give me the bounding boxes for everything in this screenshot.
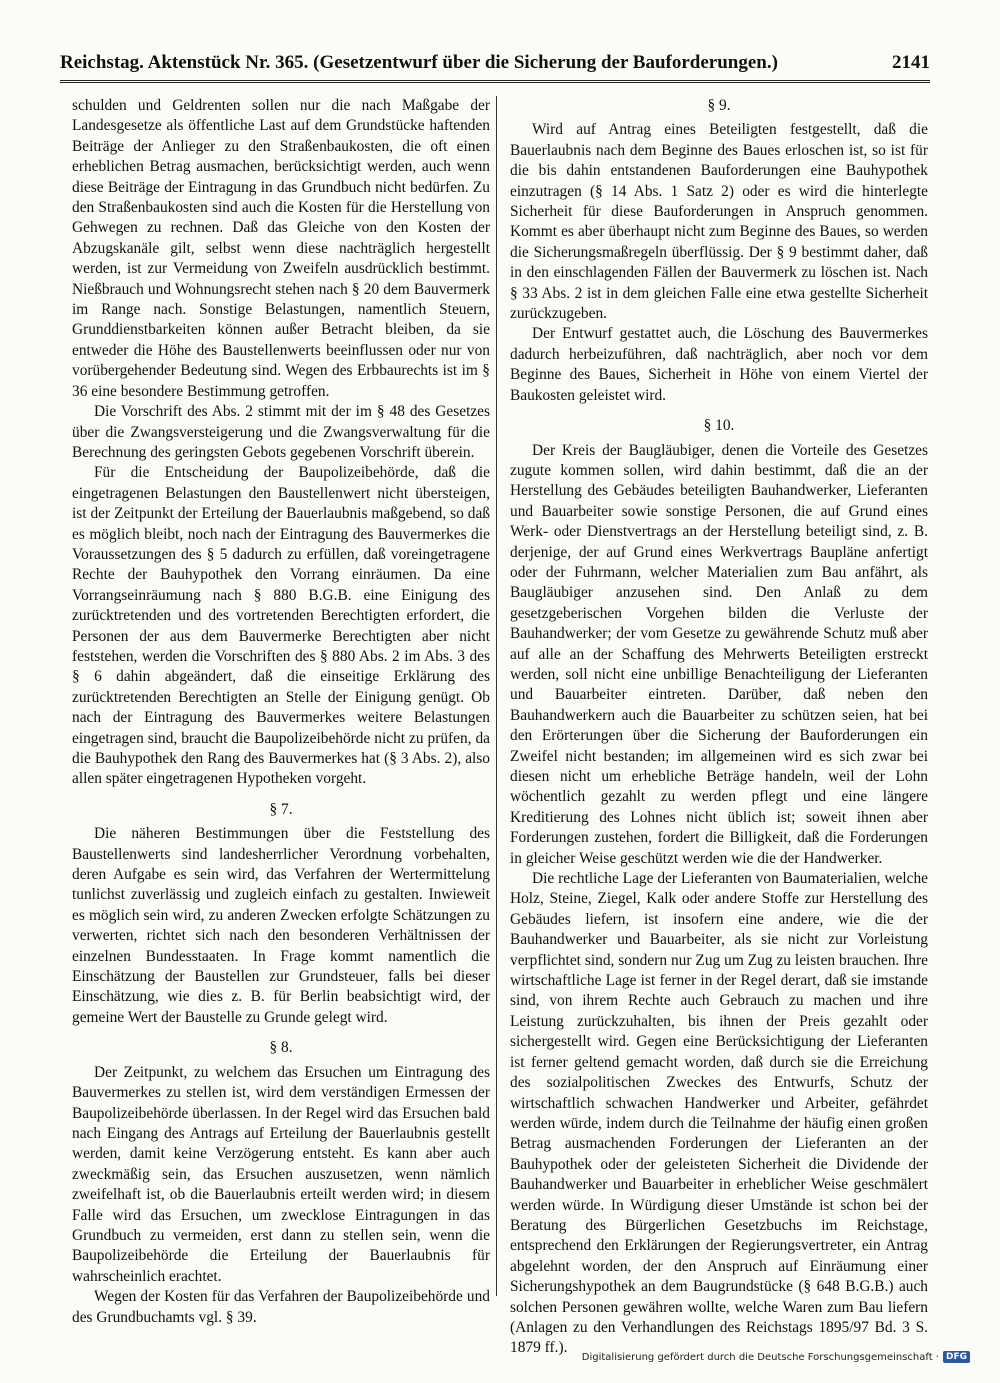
running-header: [60, 52, 930, 83]
paragraph: Wird auf Antrag eines Beteiligten festgestellt, daß die Bauerlaubnis nach dem Beginne des Baues erloschen ist, so ist für die bis dahin entstandenen Bauforderungen eine Bauhypothek einzutragen (§ 14 Abs. 1 Satz 2) oder es wird die hinterlegte Sicherheit für diese Bauforderungen in Anspruch genommen. Kommt es aber überhaupt nicht zum Beginne des Baues, so werden die Sicherungsmaßregeln überflüssig. Der § 9 bestimmt daher, daß in den einschlagenden Fällen der Bauvermerk zu löschen ist. Nach § 33 Abs. 2 ist in dem gleichen Falle eine etwa gestellte Sicherheit zurückzugeben.: [510, 121, 928, 323]
section-heading: § 8.: [269, 1039, 293, 1057]
paragraph: Der Kreis der Baugläubiger, denen die Vorteile des Gesetzes zugute kommen sollen, wird dahin bestimmt, daß die an der Herstellung des Gebäudes beteiligten Bauhandwerker, Lieferanten und Bauarbeiter sowie sonstige Personen, die auf Grund eines Werk- oder Dienstvertrags an der Herstellung beteiligt sind, z. B. derjenige, der auf Grund eines Werkvertrags Baupläne anfertigt oder der Fuhrmann, welcher Materialien zum Bau anfährt, als Baugläubiger anzusehen sind. Den Anlaß zu dem gesetzgeberischen Vorgehen bilden die Verluste der Bauhandwerker; der vom Gesetze zu gewährende Schutz muß aber auf alle an der Schaffung des Mehrwerts Beteiligten erstreckt werden, soll nicht eine unbillige Benachteiligung der Lieferanten und Bauarbeiter eintreten. Darüber, daß neben den Bauhandwerkern auch die Bauarbeiter zu schützen seien, hat bei den Erörterungen über die Sicherung der Bauforderungen ein Zweifel nicht bestanden; im allgemeinen wird es sich zwar bei diesen nicht um erhebliche Beträge handeln, weil der Lohn wöchentlich gezahlt zu werden pflegt und eine längere Kreditierung des Lohnes nicht üblich ist; soweit ihnen aber Forderungen zustehen, fordert die Billigkeit, daß die Forderungen in gleicher Weise geschützt werden wie die der Handwerker.: [510, 441, 928, 867]
paragraph: Die näheren Bestimmungen über die Feststellung des Baustellenwerts sind landesherrlicher Verordnung vorbehalten, deren Aufgabe es sein wird, das Verfahren der Wertermittelung tunlichst zuverlässig und zugleich einfach zu gestalten. Inwieweit es möglich sein wird, zu anderen Zwecken erfolgte Schätzungen zu verwerten, richtet sich nach den besonderen Verhältnissen der einzelnen Bundesstaaten. In Frage kommt namentlich die Einschätzung der Baustellen zur Grundsteuer, falls bei dieser Einschätzung, wie dies z. B. für Berlin beabsichtigt wird, der gemeine Wert der Baustelle zu Grunde gelegt wird.: [72, 825, 490, 1026]
digitization-footer: [582, 1351, 970, 1363]
paragraph: Für die Entscheidung der Baupolizeibehörde, daß die eingetragenen Belastungen den Baustellenwert nicht übersteigen, ist der Zeitpunkt der Erteilung der Bauerlaubnis maßgebend, so daß es möglich bleibt, noch nach der Eintragung des Bauvermerkes die Voraussetzungen des § 5 dadurch zu erfüllen, daß voreingetragene Rechte der Bauhypothek den Vorrang einräumen. Da eine Vorrangseinräumung nach § 880 B.G.B. eine Einigung des zurücktretenden und des vortretenden Berechtigten erfordert, die Personen der aus dem Bauvermerke Berechtigten aber nicht feststehen, werden die Vorschriften des § 880 Abs. 2 im Abs. 3 des § 6 dahin abgeändert, daß die einseitige Erklärung des zurücktretenden Berechtigten an Stelle der Einigung genügt. Ob nach der Eintragung des Bauvermerkes weitere Belastungen eingetragen sind, braucht die Baupolizeibehörde nicht zu prüfen, da die Bauhypothek den Rang des Bauvermerkes hat (§ 3 Abs. 2), also allen später eingetragenen Hypotheken vorgeht.: [72, 464, 490, 788]
left-column: [72, 96, 490, 1328]
paragraph: Der Entwurf gestattet auch, die Löschung des Bauvermerkes dadurch herbeizuführen, daß nachträglich, aber noch vor dem Beginne des Baues, Sicherheit in Höhe von einem Viertel der Baukosten geleistet wird.: [510, 325, 928, 404]
section-heading: § 9.: [707, 97, 731, 114]
paragraph: Wegen der Kosten für das Verfahren der Baupolizeibehörde und des Grundbuchamts vgl. § 39.: [72, 1288, 490, 1326]
paragraph: Der Zeitpunkt, zu welchem das Ersuchen um Eintragung des Bauvermerkes zu stellen ist, wird dem verständigen Ermessen der Baupolizeibehörde überlassen. In der Regel wird das Ersuchen bald nach Eingang des Antrags auf Erteilung der Bauerlaubnis gestellt werden, damit keine Verzögerung entsteht. Es kann aber auch zweckmäßig sein, das Ersuchen auszusetzen, wenn nämlich zweifelhaft ist, ob die Bauerlaubnis erteilt werden wird; in diesem Falle wird das Ersuchen, um zwecklose Eintragungen in das Grundbuch zu vermeiden, erst dann zu stellen sein, wenn die Baupolizeibehörde die Erteilung der Bauerlaubnis für wahrscheinlich erachtet.: [72, 1063, 490, 1285]
paragraph: Die Vorschrift des Abs. 2 stimmt mit der im § 48 des Gesetzes über die Zwangsversteigerung und die Zwangsverwaltung für die Berechnung des geringsten Gebots gegebenen Vorschrift überein.: [72, 403, 490, 461]
running-title: Reichstag. Aktenstück Nr. 365. (Gesetzentwurf über die Sicherung der Bauforderungen.): [60, 52, 778, 73]
column-divider: [496, 96, 497, 1296]
section-heading: § 10.: [703, 417, 735, 435]
page-number: 2141: [892, 52, 930, 73]
footer-text: Digitalisierung gefördert durch die Deutsche Forschungsgemeinschaft ·: [581, 1351, 939, 1363]
dfg-logo: DFG: [943, 1351, 970, 1363]
section-heading: § 7.: [269, 800, 293, 818]
paragraph: Die rechtliche Lage der Lieferanten von Baumaterialien, welche Holz, Steine, Ziegel, Kalk oder andere Stoffe zur Herstellung des Gebäudes liefern, ist insofern eine andere, wie die der Bauhandwerker und Bauarbeiter, als sie nicht zur Vorleistung verpflichtet sind, sondern nur Zug um Zug zu leisten brauchen. Ihre wirtschaftliche Lage ist ferner in der Regel derart, daß sie imstande sind, von ihrem Rechte auch Gebrauch zu machen und ihre Leistung zurückzuhalten, bis ihnen der Preis gezahlt oder sichergestellt wird. Gegen eine Berücksichtigung der Lieferanten ist ferner geltend gemacht worden, daß durch sie die Erreichung des sozialpolitischen Zweckes des Entwurfs, Schutz der wirtschaftlich schwachen Handwerker und Arbeiter, gefährdet werden würde, indem durch die Teilnahme der häufig einen großen Betrag ausmachenden Forderungen der Lieferanten an der Bauhypothek oder der geleisteten Sicherheit die Dividende der Bauhandwerker und Bauarbeiter in erheblicher Weise geschmälert werden würde. In Würdigung dieser Umstände ist schon bei der Beratung des Bürgerlichen Gesetzbuchs im Reichstage, entsprechend den Erklärungen der Regierungsvertreter, ein Antrag abgelehnt worden, der den Anspruch auf Einräumung einer Sicherungshypothek an dem Baugrundstücke (§ 648 B.G.B.) auch solchen Personen gewähren wollte, welche Waren zum Bau liefern (Anlagen zu den Verhandlungen des Reichstags 1895/97 Bd. 3 S. 1879 ff.).: [510, 870, 928, 1357]
paragraph: schulden und Geldrenten sollen nur die nach Maßgabe der Landesgesetze als öffentliche Last auf dem Grundstücke haftenden Beiträge der Anlieger zu den Straßenbaukosten, die oft einen erheblichen Betrag ausmachen, berücksichtigt werden, auch wenn diese Beiträge der Eintragung in das Grundbuch nicht bedürfen. Zu den Straßenbaukosten sind auch die Kosten für die Herstellung von Gehwegen zu rechnen. Daß das Gleiche von den Kosten der Abzugskanäle gilt, selbst wenn diese nachträglich hergestellt werden, ist zur Vermeidung von Zweifeln ausdrücklich bestimmt. Nießbrauch und Wohnungsrecht stehen nach § 20 dem Bauvermerk im Range nach. Sonstige Belastungen, namentlich Steuern, Grunddienstbarkeiten können außer Betracht bleiben, da sie entweder die Höhe des Baustellenwerts beeinflussen oder nur von vorübergehender Bedeutung sind. Wegen des Erbbaurechts ist im § 36 eine besondere Bestimmung getroffen.: [72, 97, 490, 400]
right-column: [510, 96, 928, 1359]
